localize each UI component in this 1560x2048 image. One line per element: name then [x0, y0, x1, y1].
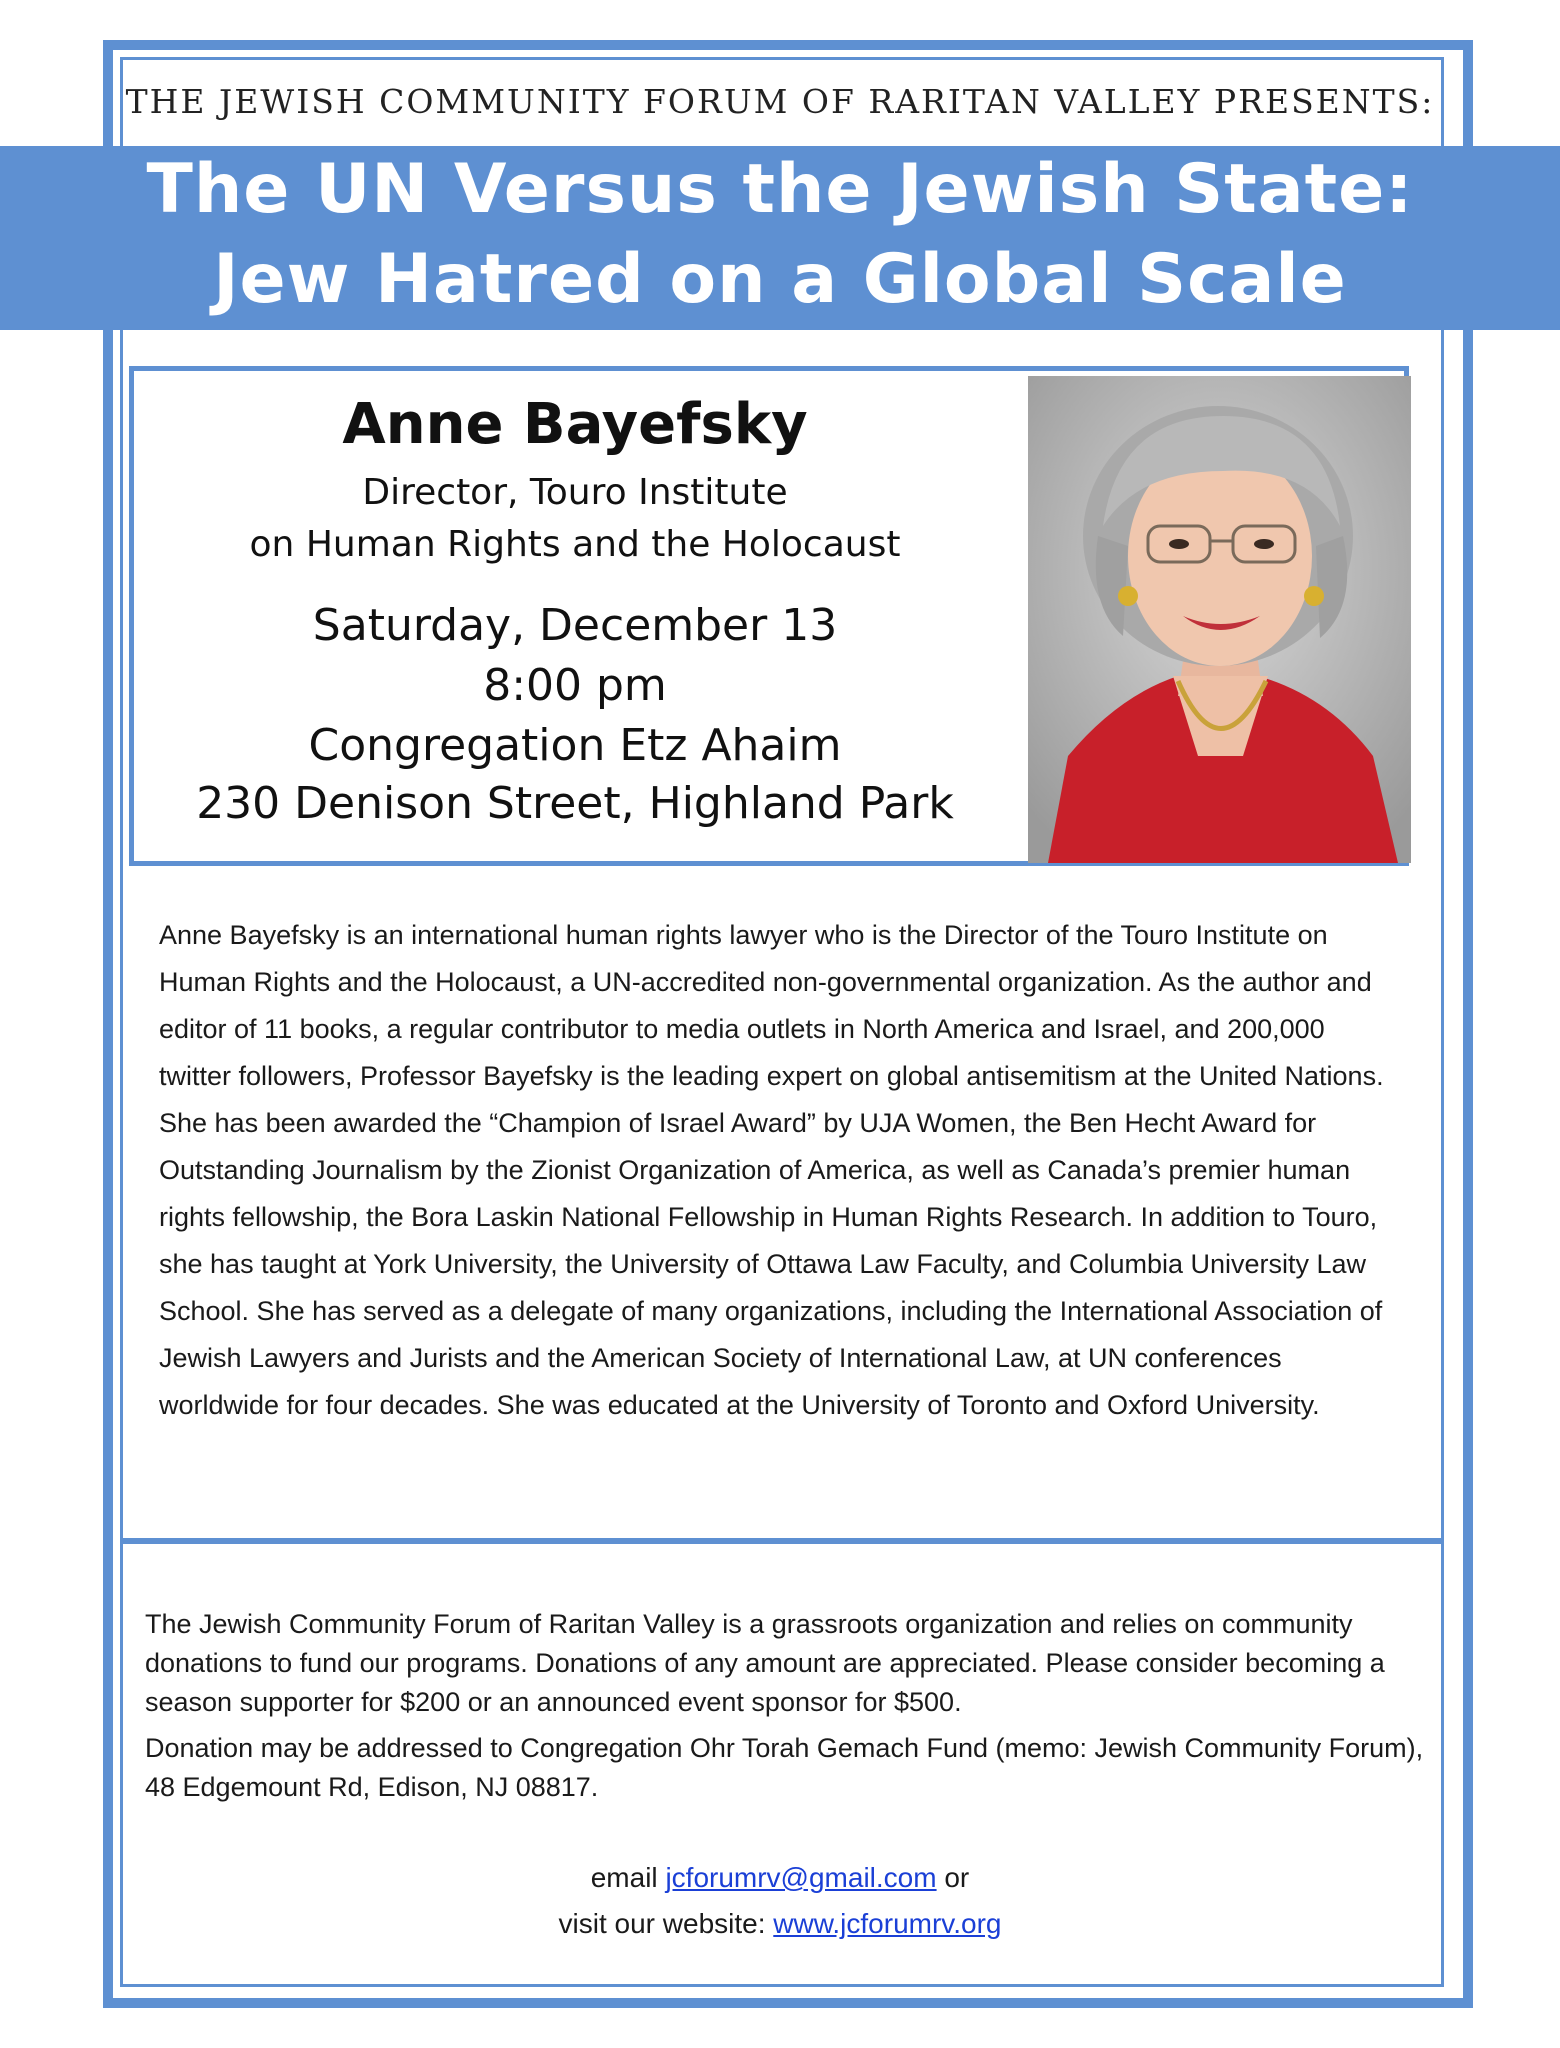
speaker-name: Anne Bayefsky [342, 392, 808, 457]
presenter-heading: THE JEWISH COMMUNITY FORUM OF RARITAN VALLEY PRESENTS: [125, 82, 1435, 121]
website-prefix: visit our website: [558, 1908, 766, 1939]
contact-website-line [0, 1908, 1560, 1940]
section-divider [120, 1538, 1442, 1544]
contact-email-line [0, 1862, 1560, 1894]
speaker-role-line-2: on Human Rights and the Holocaust [249, 524, 901, 565]
email-link[interactable]: jcforumrv@gmail.com [665, 1862, 937, 1893]
email-suffix: or [944, 1862, 970, 1893]
event-date: Saturday, December 13 [312, 600, 838, 651]
speaker-portrait-photo [1028, 376, 1411, 863]
donation-address: Donation may be addressed to Congregation Ohr Torah Gemach Fund (memo: Jewish Community Forum), 48 Edgemount Rd, Edison, NJ 08817. [145, 1733, 1424, 1802]
event-venue: Congregation Etz Ahaim [308, 720, 842, 771]
speaker-biography: Anne Bayefsky is an international human rights lawyer who is the Director of the Touro Institute on Human Rights and the Holocaust, a UN-accredited non-governmental organization. As the author and editor of 11 books, a regular contributor to media outlets in North America and Israel, and 200,000 twitter followers, Professor Bayefsky is the leading expert on global antisemitism at the United Nations. She has been awarded the “Champion of Israel Award” by UJA Women, the Ben Hecht Award for Outstanding Journalism by the Zionist Organization of America, as well as Canada’s premier human rights fellowship, the Bora Laskin National Fellowship in Human Rights Research. In addition to Touro, she has taught at York University, the University of Ottawa Law Faculty, and Columbia University Law School. She has served as a delegate of many organizations, including the International Association of Jewish Lawyers and Jurists and the American Society of International Law, at UN conferences worldwide for four decades. She was educated at the University of Toronto and Oxford University. [159, 920, 1384, 1420]
donation-appeal: The Jewish Community Forum of Raritan Valley is a grassroots organization and relies on community donations to fund our programs. Donations of any amount are appreciated. Please consider becoming a season supporter for $200 or an announced event sponsor for $500. [145, 1609, 1385, 1717]
event-title-line-1: The UN Versus the Jewish State: [146, 150, 1414, 229]
event-time: 8:00 pm [483, 660, 667, 711]
event-title-line-2: Jew Hatred on a Global Scale [213, 240, 1347, 319]
email-prefix: email [590, 1862, 658, 1893]
event-address: 230 Denison Street, Highland Park [196, 778, 954, 829]
speaker-role-line-1: Director, Touro Institute [362, 472, 788, 513]
website-link[interactable]: www.jcforumrv.org [773, 1908, 1002, 1939]
